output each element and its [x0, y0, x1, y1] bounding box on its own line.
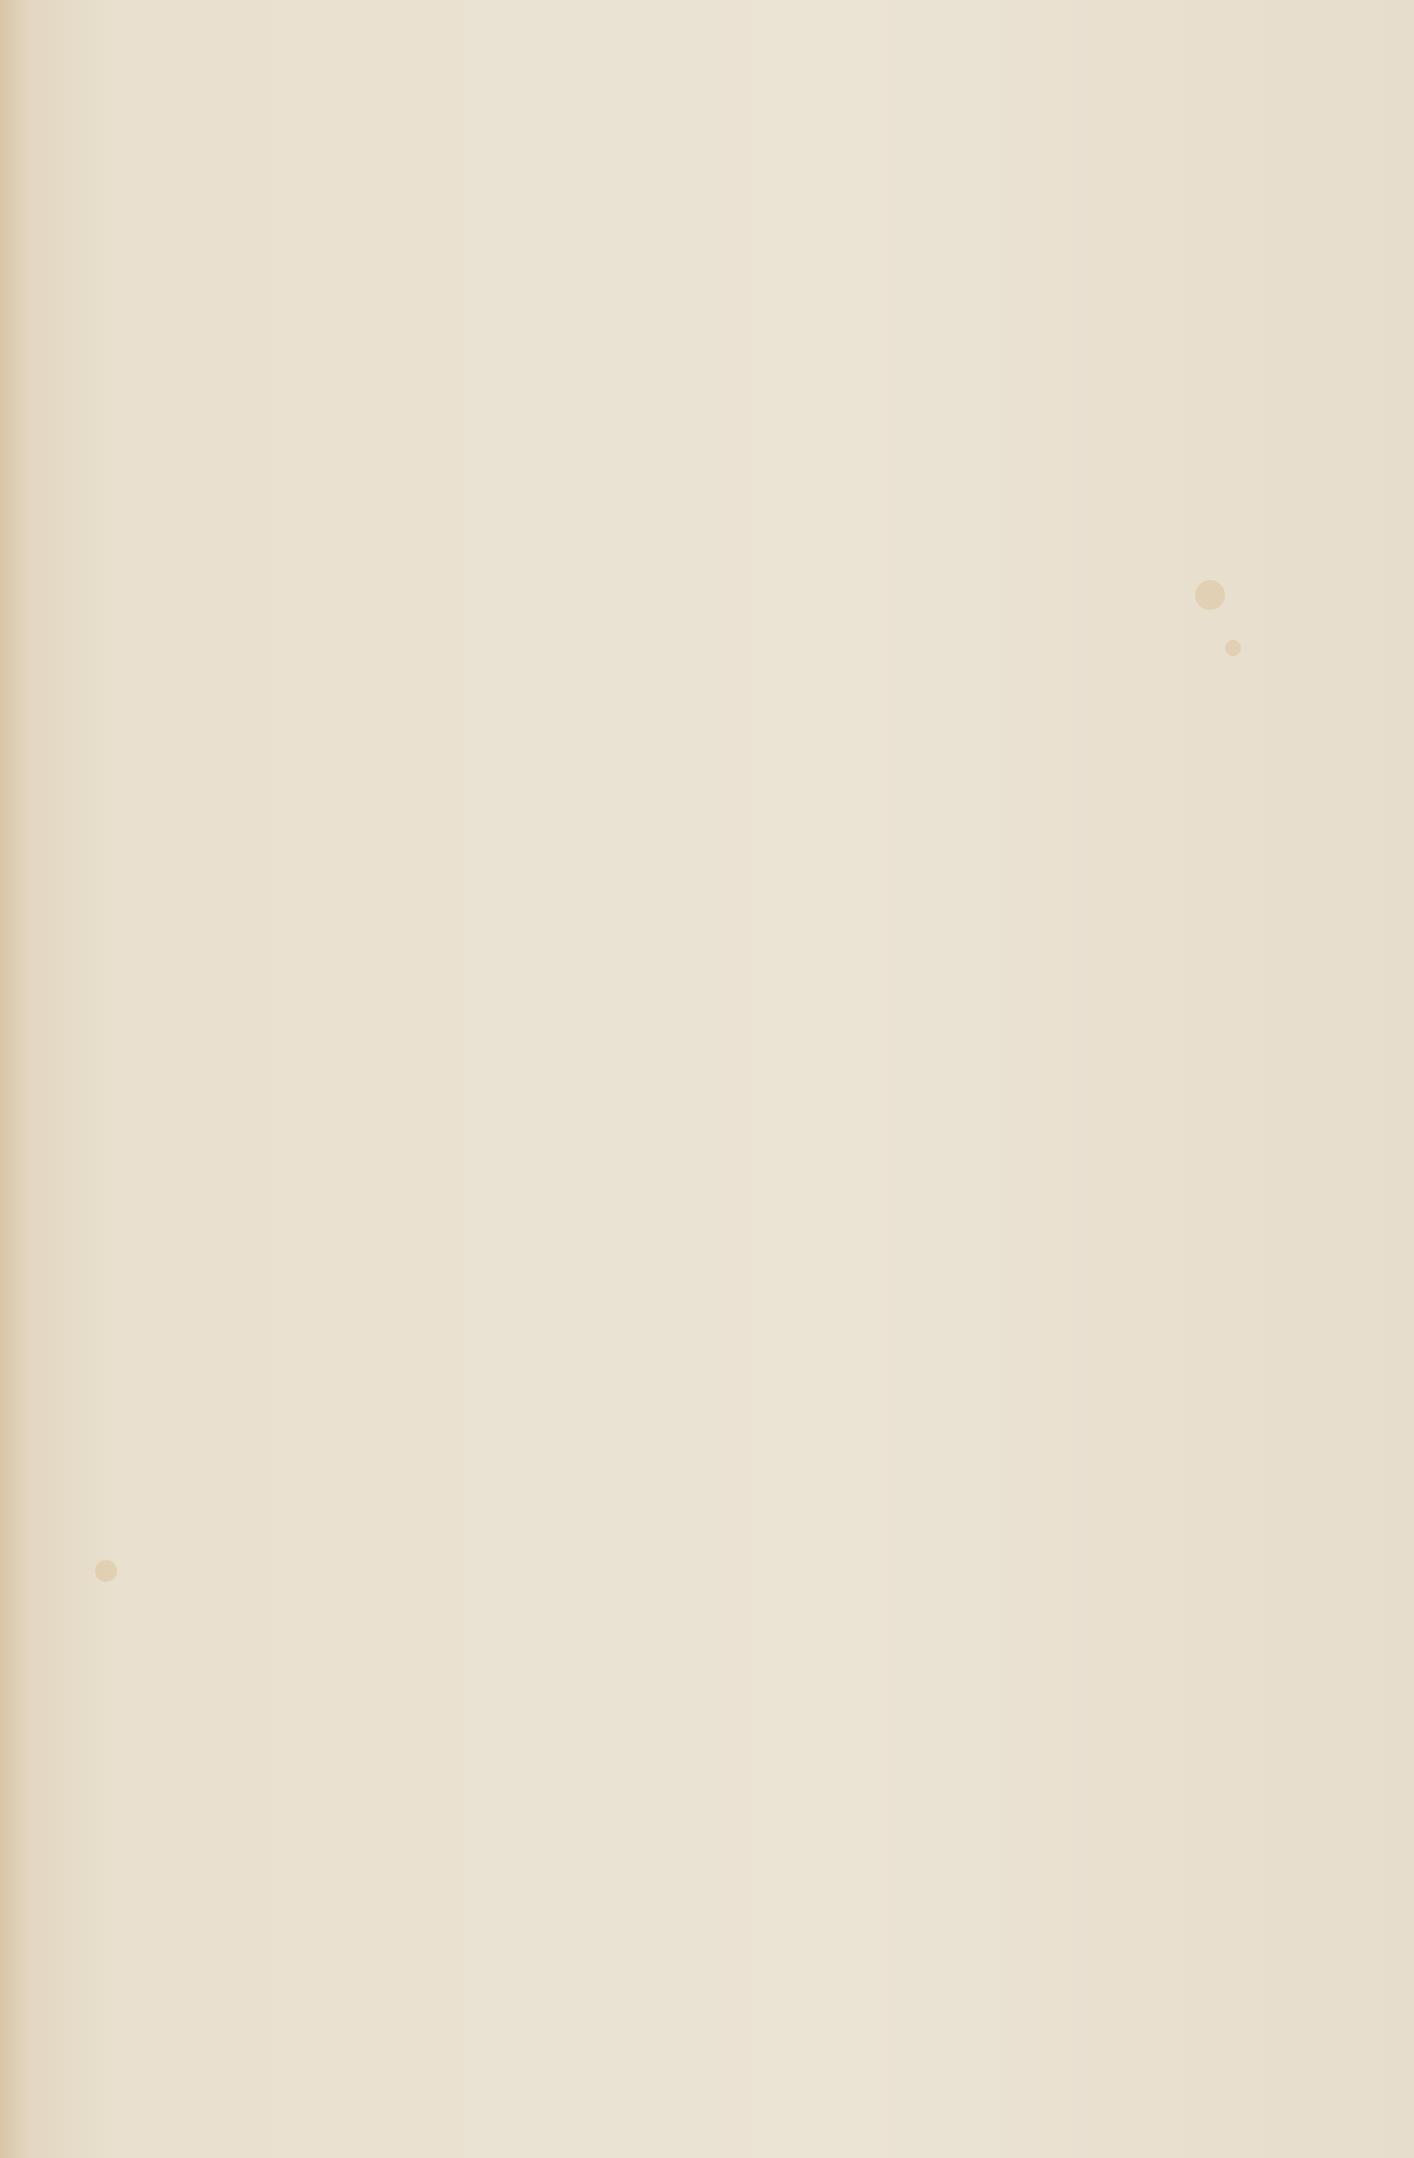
- paper-stain: [1225, 640, 1241, 656]
- page-header: [0, 150, 1414, 190]
- paper-stain: [1195, 580, 1225, 610]
- paper-stain: [95, 1560, 117, 1582]
